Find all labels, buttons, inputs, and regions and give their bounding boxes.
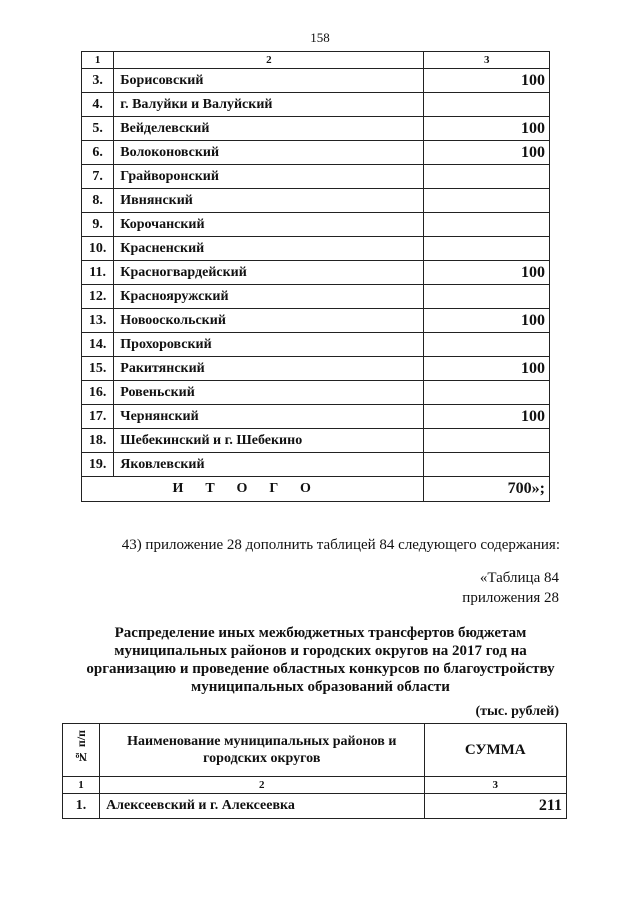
table-row [63,794,567,819]
district-name: Яковлевский [114,453,424,477]
table-row [82,213,550,237]
row-number: 4. [82,93,114,117]
row-number: 13. [82,309,114,333]
row-number: 16. [82,381,114,405]
transfers-table [62,723,567,819]
amount: 100 [424,405,550,429]
table-row [82,381,550,405]
district-name: Алексеевский и г. Алексеевка [100,794,424,819]
table-row [82,453,550,477]
district-name: Вейделевский [114,117,424,141]
table-row [82,141,550,165]
row-number: 10. [82,237,114,261]
districts-table [81,51,550,502]
amount [424,333,550,357]
column-number: 3 [424,777,567,794]
column-number: 1 [82,52,114,69]
amount: 100 [424,69,550,93]
row-number: 14. [82,333,114,357]
district-name: Новооскольский [114,309,424,333]
table-header-row [63,724,567,777]
amount [424,381,550,405]
total-label: ИТОГО [82,477,424,502]
table-row [82,405,550,429]
district-name: Красногвардейский [114,261,424,285]
table-row [82,69,550,93]
district-name: г. Валуйки и Валуйский [114,93,424,117]
heading-line: муниципальных районов и городских округов на 2017 год на [114,643,527,659]
table-row [82,165,550,189]
table-row [82,285,550,309]
amount [424,453,550,477]
district-name: Чернянский [114,405,424,429]
amount [424,165,550,189]
row-number: 9. [82,213,114,237]
row-number: 1. [63,794,100,819]
units-label: (тыс. рублей) [475,704,559,719]
appendix-reference: приложения 28 [462,590,559,606]
amount [424,93,550,117]
table-row [82,93,550,117]
district-name: Грайворонский [114,165,424,189]
amount [424,429,550,453]
amount [424,213,550,237]
district-name: Корочанский [114,213,424,237]
header-name: Наименование муниципальных районов и городских округов [100,724,424,777]
amount: 100 [424,261,550,285]
district-name: Борисовский [114,69,424,93]
district-name: Прохоровский [114,333,424,357]
column-number: 3 [424,52,550,69]
amount [424,285,550,309]
column-number-row [82,52,550,69]
amount: 211 [424,794,567,819]
total-row [82,477,550,502]
district-name: Ракитянский [114,357,424,381]
row-number: 12. [82,285,114,309]
page-number: 158 [310,30,330,45]
column-number: 1 [63,777,100,794]
header-number-text: № п/п [73,730,88,765]
heading-line: муниципальных образований области [191,679,450,695]
heading-line: Распределение иных межбюджетных трансфертов бюджетам [114,625,527,641]
row-number: 15. [82,357,114,381]
total-value: 700»; [424,477,550,502]
row-number: 5. [82,117,114,141]
district-name: Красненский [114,237,424,261]
table-row [82,261,550,285]
column-number-row [63,777,567,794]
table-row [82,237,550,261]
amount: 100 [424,117,550,141]
row-number: 7. [82,165,114,189]
amount [424,189,550,213]
amount: 100 [424,141,550,165]
table-row [82,117,550,141]
table-row [82,357,550,381]
table-row [82,189,550,213]
district-name: Ивнянский [114,189,424,213]
heading-line: организацию и проведение областных конкурсов по благоустройству [86,661,555,677]
row-number: 8. [82,189,114,213]
district-name: Краснояружский [114,285,424,309]
amendment-paragraph: 43) приложение 28 дополнить таблицей 84 следующего содержания: [121,537,560,553]
row-number: 11. [82,261,114,285]
table-row [82,429,550,453]
row-number: 17. [82,405,114,429]
district-name: Волоконовский [114,141,424,165]
row-number: 6. [82,141,114,165]
header-number [63,724,100,777]
amount: 100 [424,357,550,381]
table-reference: «Таблица 84 [479,570,559,586]
district-name: Шебекинский и г. Шебекино [114,429,424,453]
amount: 100 [424,309,550,333]
district-name: Ровеньский [114,381,424,405]
table-row [82,333,550,357]
header-sum: СУММА [424,724,567,777]
column-number: 2 [100,777,424,794]
amount [424,237,550,261]
table-row [82,309,550,333]
row-number: 19. [82,453,114,477]
row-number: 18. [82,429,114,453]
row-number: 3. [82,69,114,93]
column-number: 2 [114,52,424,69]
table-heading [81,624,560,696]
